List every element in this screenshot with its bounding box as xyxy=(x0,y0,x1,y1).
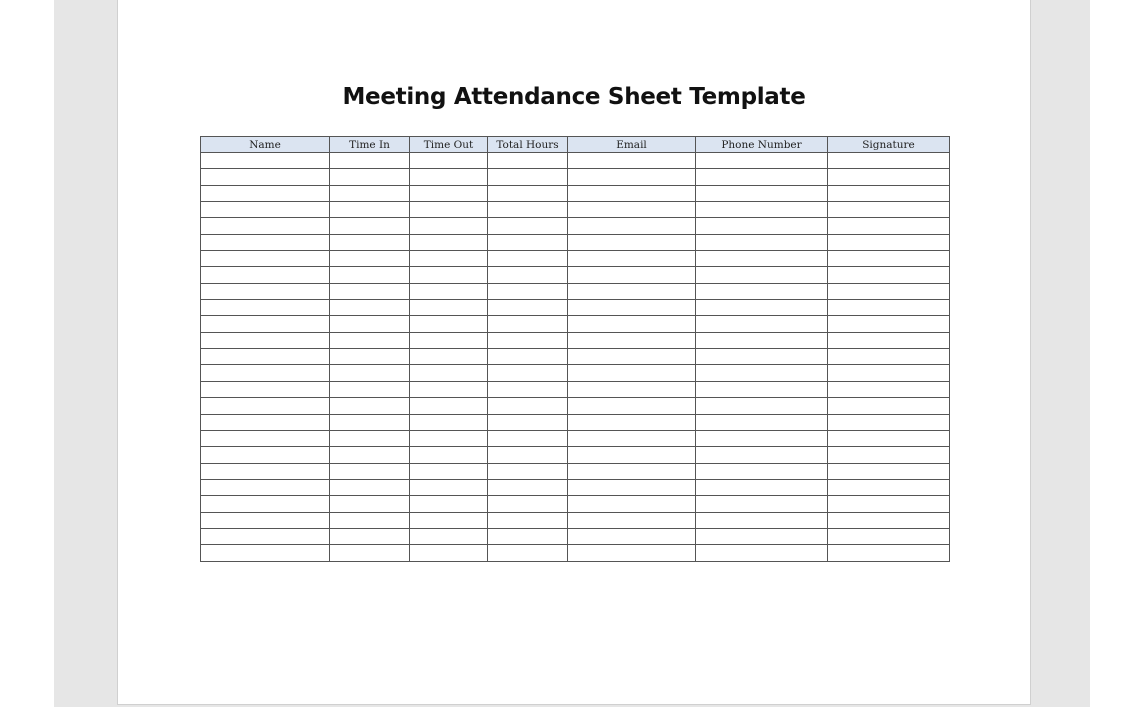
table-cell-name[interactable] xyxy=(201,185,330,201)
table-cell-signature[interactable] xyxy=(828,332,950,348)
table-cell-phone-number[interactable] xyxy=(696,202,828,218)
table-cell-name[interactable] xyxy=(201,447,330,463)
table-cell-name[interactable] xyxy=(201,234,330,250)
table-cell-email[interactable] xyxy=(568,267,696,283)
table-row xyxy=(201,234,950,250)
column-header-time-in: Time In xyxy=(330,137,410,153)
table-row xyxy=(201,398,950,414)
table-cell-signature[interactable] xyxy=(828,300,950,316)
table-cell-name[interactable] xyxy=(201,300,330,316)
table-cell-name[interactable] xyxy=(201,381,330,397)
table-cell-name[interactable] xyxy=(201,169,330,185)
table-cell-signature[interactable] xyxy=(828,414,950,430)
table-cell-email[interactable] xyxy=(568,365,696,381)
column-header-signature: Signature xyxy=(828,137,950,153)
table-cell-signature[interactable] xyxy=(828,185,950,201)
table-cell-email[interactable] xyxy=(568,496,696,512)
table-cell-total-hours[interactable] xyxy=(488,447,568,463)
table-row xyxy=(201,251,950,267)
table-cell-phone-number[interactable] xyxy=(696,414,828,430)
table-cell-time-in[interactable] xyxy=(330,512,410,528)
table-cell-email[interactable] xyxy=(568,512,696,528)
table-cell-signature[interactable] xyxy=(828,153,950,169)
table-cell-phone-number[interactable] xyxy=(696,300,828,316)
table-cell-time-in[interactable] xyxy=(330,414,410,430)
table-cell-email[interactable] xyxy=(568,218,696,234)
column-header-name: Name xyxy=(201,137,330,153)
table-cell-email[interactable] xyxy=(568,414,696,430)
table-cell-signature[interactable] xyxy=(828,463,950,479)
table-cell-email[interactable] xyxy=(568,283,696,299)
table-cell-phone-number[interactable] xyxy=(696,365,828,381)
table-cell-time-in[interactable] xyxy=(330,528,410,544)
table-cell-name[interactable] xyxy=(201,398,330,414)
table-cell-total-hours[interactable] xyxy=(488,300,568,316)
table-cell-name[interactable] xyxy=(201,316,330,332)
table-cell-name[interactable] xyxy=(201,202,330,218)
table-cell-signature[interactable] xyxy=(828,202,950,218)
table-cell-time-in[interactable] xyxy=(330,251,410,267)
table-cell-name[interactable] xyxy=(201,349,330,365)
table-cell-signature[interactable] xyxy=(828,512,950,528)
table-cell-time-out[interactable] xyxy=(410,283,488,299)
table-cell-time-in[interactable] xyxy=(330,153,410,169)
table-cell-phone-number[interactable] xyxy=(696,496,828,512)
table-cell-signature[interactable] xyxy=(828,169,950,185)
table-cell-time-out[interactable] xyxy=(410,332,488,348)
table-cell-time-out[interactable] xyxy=(410,545,488,561)
table-cell-time-in[interactable] xyxy=(330,218,410,234)
table-cell-time-out[interactable] xyxy=(410,528,488,544)
table-cell-total-hours[interactable] xyxy=(488,218,568,234)
table-cell-name[interactable] xyxy=(201,153,330,169)
table-row xyxy=(201,153,950,169)
table-cell-total-hours[interactable] xyxy=(488,316,568,332)
table-cell-time-out[interactable] xyxy=(410,496,488,512)
table-cell-total-hours[interactable] xyxy=(488,463,568,479)
table-row xyxy=(201,283,950,299)
table-cell-time-out[interactable] xyxy=(410,381,488,397)
table-cell-signature[interactable] xyxy=(828,430,950,446)
table-cell-phone-number[interactable] xyxy=(696,316,828,332)
table-cell-email[interactable] xyxy=(568,447,696,463)
table-row xyxy=(201,381,950,397)
table-cell-signature[interactable] xyxy=(828,283,950,299)
table-cell-time-in[interactable] xyxy=(330,267,410,283)
table-row xyxy=(201,512,950,528)
table-cell-email[interactable] xyxy=(568,202,696,218)
table-row xyxy=(201,528,950,544)
table-row xyxy=(201,479,950,495)
table-cell-time-out[interactable] xyxy=(410,153,488,169)
table-cell-name[interactable] xyxy=(201,283,330,299)
table-cell-name[interactable] xyxy=(201,251,330,267)
table-cell-phone-number[interactable] xyxy=(696,185,828,201)
table-cell-total-hours[interactable] xyxy=(488,251,568,267)
table-cell-signature[interactable] xyxy=(828,365,950,381)
table-cell-time-out[interactable] xyxy=(410,447,488,463)
table-cell-time-in[interactable] xyxy=(330,479,410,495)
table-cell-total-hours[interactable] xyxy=(488,398,568,414)
table-cell-phone-number[interactable] xyxy=(696,267,828,283)
table-row xyxy=(201,463,950,479)
table-cell-time-out[interactable] xyxy=(410,414,488,430)
table-cell-total-hours[interactable] xyxy=(488,496,568,512)
table-cell-signature[interactable] xyxy=(828,528,950,544)
table-cell-name[interactable] xyxy=(201,479,330,495)
table-cell-phone-number[interactable] xyxy=(696,447,828,463)
table-row xyxy=(201,414,950,430)
table-cell-name[interactable] xyxy=(201,218,330,234)
table-cell-time-in[interactable] xyxy=(330,545,410,561)
table-cell-email[interactable] xyxy=(568,479,696,495)
table-cell-time-out[interactable] xyxy=(410,479,488,495)
table-cell-phone-number[interactable] xyxy=(696,528,828,544)
table-cell-signature[interactable] xyxy=(828,447,950,463)
table-cell-time-out[interactable] xyxy=(410,218,488,234)
table-cell-time-out[interactable] xyxy=(410,398,488,414)
table-cell-total-hours[interactable] xyxy=(488,202,568,218)
table-cell-name[interactable] xyxy=(201,430,330,446)
table-cell-signature[interactable] xyxy=(828,398,950,414)
table-cell-signature[interactable] xyxy=(828,496,950,512)
table-cell-time-out[interactable] xyxy=(410,202,488,218)
table-cell-email[interactable] xyxy=(568,545,696,561)
table-cell-phone-number[interactable] xyxy=(696,479,828,495)
table-cell-time-out[interactable] xyxy=(410,267,488,283)
table-cell-time-in[interactable] xyxy=(330,349,410,365)
column-header-phone-number: Phone Number xyxy=(696,137,828,153)
table-cell-signature[interactable] xyxy=(828,349,950,365)
table-cell-email[interactable] xyxy=(568,528,696,544)
table-cell-time-out[interactable] xyxy=(410,300,488,316)
table-cell-time-out[interactable] xyxy=(410,251,488,267)
table-cell-phone-number[interactable] xyxy=(696,251,828,267)
table-cell-time-in[interactable] xyxy=(330,185,410,201)
table-cell-phone-number[interactable] xyxy=(696,349,828,365)
table-cell-name[interactable] xyxy=(201,512,330,528)
table-cell-time-in[interactable] xyxy=(330,169,410,185)
table-cell-name[interactable] xyxy=(201,365,330,381)
table-cell-name[interactable] xyxy=(201,267,330,283)
table-row xyxy=(201,365,950,381)
table-cell-email[interactable] xyxy=(568,185,696,201)
table-row xyxy=(201,349,950,365)
table-cell-time-out[interactable] xyxy=(410,316,488,332)
attendance-table xyxy=(200,136,950,562)
table-cell-total-hours[interactable] xyxy=(488,283,568,299)
table-row xyxy=(201,300,950,316)
table-cell-time-out[interactable] xyxy=(410,234,488,250)
table-cell-email[interactable] xyxy=(568,430,696,446)
table-cell-time-in[interactable] xyxy=(330,381,410,397)
table-cell-email[interactable] xyxy=(568,381,696,397)
table-cell-total-hours[interactable] xyxy=(488,365,568,381)
table-cell-name[interactable] xyxy=(201,545,330,561)
table-cell-time-in[interactable] xyxy=(330,463,410,479)
table-row xyxy=(201,218,950,234)
table-row xyxy=(201,316,950,332)
table-cell-email[interactable] xyxy=(568,169,696,185)
table-cell-phone-number[interactable] xyxy=(696,234,828,250)
table-cell-phone-number[interactable] xyxy=(696,332,828,348)
table-cell-time-in[interactable] xyxy=(330,430,410,446)
table-row xyxy=(201,545,950,561)
table-cell-time-in[interactable] xyxy=(330,283,410,299)
table-cell-time-in[interactable] xyxy=(330,496,410,512)
column-header-total-hours: Total Hours xyxy=(488,137,568,153)
table-cell-time-in[interactable] xyxy=(330,234,410,250)
table-cell-email[interactable] xyxy=(568,234,696,250)
table-cell-signature[interactable] xyxy=(828,251,950,267)
table-cell-signature[interactable] xyxy=(828,267,950,283)
table-cell-time-in[interactable] xyxy=(330,332,410,348)
table-cell-signature[interactable] xyxy=(828,218,950,234)
table-cell-name[interactable] xyxy=(201,414,330,430)
table-cell-email[interactable] xyxy=(568,316,696,332)
table-cell-name[interactable] xyxy=(201,528,330,544)
table-cell-signature[interactable] xyxy=(828,479,950,495)
table-cell-total-hours[interactable] xyxy=(488,234,568,250)
table-cell-name[interactable] xyxy=(201,463,330,479)
table-cell-phone-number[interactable] xyxy=(696,218,828,234)
table-cell-email[interactable] xyxy=(568,153,696,169)
table-cell-email[interactable] xyxy=(568,332,696,348)
table-row xyxy=(201,169,950,185)
table-cell-total-hours[interactable] xyxy=(488,381,568,397)
table-cell-total-hours[interactable] xyxy=(488,512,568,528)
table-cell-total-hours[interactable] xyxy=(488,267,568,283)
table-cell-phone-number[interactable] xyxy=(696,512,828,528)
table-cell-email[interactable] xyxy=(568,349,696,365)
table-row xyxy=(201,496,950,512)
table-cell-phone-number[interactable] xyxy=(696,398,828,414)
table-cell-total-hours[interactable] xyxy=(488,545,568,561)
table-cell-time-out[interactable] xyxy=(410,185,488,201)
table-cell-signature[interactable] xyxy=(828,234,950,250)
table-cell-time-out[interactable] xyxy=(410,512,488,528)
table-cell-time-out[interactable] xyxy=(410,430,488,446)
table-cell-name[interactable] xyxy=(201,496,330,512)
page-title: Meeting Attendance Sheet Template xyxy=(342,84,806,110)
table-cell-phone-number[interactable] xyxy=(696,169,828,185)
table-cell-time-in[interactable] xyxy=(330,365,410,381)
table-cell-total-hours[interactable] xyxy=(488,414,568,430)
table-cell-total-hours[interactable] xyxy=(488,479,568,495)
table-cell-phone-number[interactable] xyxy=(696,283,828,299)
table-cell-time-out[interactable] xyxy=(410,169,488,185)
table-row xyxy=(201,332,950,348)
table-cell-email[interactable] xyxy=(568,463,696,479)
table-cell-email[interactable] xyxy=(568,251,696,267)
table-cell-total-hours[interactable] xyxy=(488,169,568,185)
table-cell-phone-number[interactable] xyxy=(696,545,828,561)
column-header-time-out: Time Out xyxy=(410,137,488,153)
table-header-row xyxy=(201,137,950,153)
column-header-email: Email xyxy=(568,137,696,153)
table-cell-total-hours[interactable] xyxy=(488,153,568,169)
table-cell-total-hours[interactable] xyxy=(488,349,568,365)
table-cell-time-in[interactable] xyxy=(330,447,410,463)
table-cell-email[interactable] xyxy=(568,300,696,316)
table-cell-phone-number[interactable] xyxy=(696,430,828,446)
table-row xyxy=(201,185,950,201)
table-cell-phone-number[interactable] xyxy=(696,381,828,397)
table-cell-phone-number[interactable] xyxy=(696,153,828,169)
table-cell-total-hours[interactable] xyxy=(488,185,568,201)
table-cell-time-out[interactable] xyxy=(410,463,488,479)
table-cell-time-in[interactable] xyxy=(330,300,410,316)
table-row xyxy=(201,447,950,463)
table-cell-time-in[interactable] xyxy=(330,316,410,332)
table-cell-time-out[interactable] xyxy=(410,349,488,365)
table-cell-signature[interactable] xyxy=(828,545,950,561)
table-row xyxy=(201,430,950,446)
table-cell-phone-number[interactable] xyxy=(696,463,828,479)
table-cell-name[interactable] xyxy=(201,332,330,348)
table-row xyxy=(201,202,950,218)
table-cell-time-out[interactable] xyxy=(410,365,488,381)
document-page[interactable] xyxy=(117,0,1031,705)
table-cell-total-hours[interactable] xyxy=(488,528,568,544)
table-cell-email[interactable] xyxy=(568,398,696,414)
table-cell-time-in[interactable] xyxy=(330,202,410,218)
table-cell-total-hours[interactable] xyxy=(488,332,568,348)
table-body xyxy=(201,153,950,562)
table-cell-total-hours[interactable] xyxy=(488,430,568,446)
table-cell-time-in[interactable] xyxy=(330,398,410,414)
table-row xyxy=(201,267,950,283)
table-cell-signature[interactable] xyxy=(828,381,950,397)
table-cell-signature[interactable] xyxy=(828,316,950,332)
